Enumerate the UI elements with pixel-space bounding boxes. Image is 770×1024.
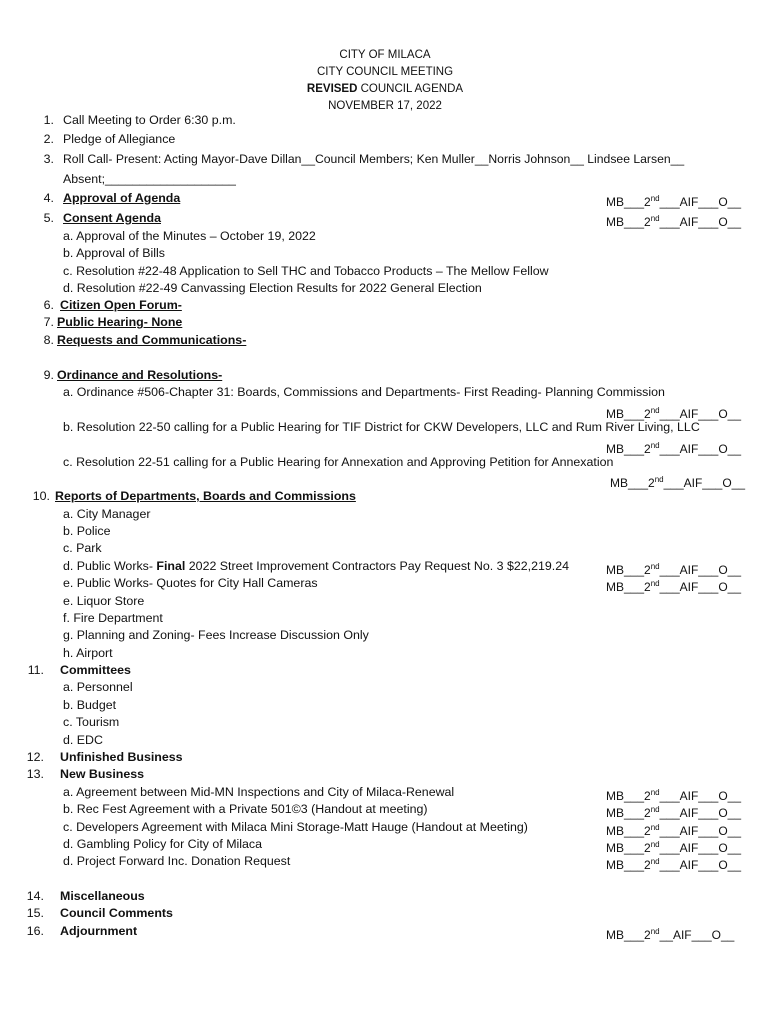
sub-item-text: b. Resolution 22-50 calling for a Public Hearing for TIF District for CKW Developers, LLC and Rum River Living, LLC xyxy=(63,420,700,434)
sub-item-text: d. Gambling Policy for City of Milaca xyxy=(63,837,263,851)
vote-mb: MB___2 xyxy=(610,476,655,490)
vote-sup: nd xyxy=(650,927,660,936)
vote-rest: ___AIF___O__ xyxy=(663,476,746,490)
item-text: Pledge of Allegiance xyxy=(63,132,176,146)
item-number: 10. xyxy=(32,489,50,503)
agenda-item-16 xyxy=(0,923,770,940)
agenda-item-3-absent xyxy=(0,171,770,188)
sub-item-text: e. Liquor Store xyxy=(63,594,145,608)
vote-mb: MB___2 xyxy=(606,215,651,229)
item-number: 6. xyxy=(43,298,54,312)
sub-item xyxy=(0,228,770,245)
agenda-title-rest: COUNCIL AGENDA xyxy=(357,83,464,95)
item-number: 4. xyxy=(43,191,54,205)
vote-sup: nd xyxy=(650,840,660,849)
item-text: Committees xyxy=(60,663,131,677)
sub-item-text: a. Personnel xyxy=(63,680,133,694)
sub-item-pre: d. Public Works- xyxy=(63,559,157,573)
sub-item-text: f. Fire Department xyxy=(63,611,163,625)
vote-sup: nd xyxy=(654,475,664,484)
meeting-date: NOVEMBER 17, 2022 xyxy=(328,100,442,112)
item-number: 16. xyxy=(26,924,44,938)
vote-sup: nd xyxy=(650,194,660,203)
item-text: Approval of Agenda xyxy=(63,191,181,205)
vote-mb: MB___2 xyxy=(606,858,651,872)
sub-item-text xyxy=(63,558,569,575)
item-number: 7. xyxy=(43,315,54,329)
vote-line xyxy=(606,923,734,944)
item-number: 1. xyxy=(43,113,54,127)
sub-item xyxy=(0,732,770,749)
agenda-item-13 xyxy=(0,766,770,783)
vote-sup: nd xyxy=(650,562,660,571)
vote-rest: ___AIF___O__ xyxy=(659,442,742,456)
meeting-title: CITY COUNCIL MEETING xyxy=(316,66,454,78)
agenda-item-1 xyxy=(0,112,770,129)
item-number: 5. xyxy=(43,211,54,225)
sub-item-text: d. Resolution #22-49 Canvassing Election Results for 2022 General Election xyxy=(63,281,482,295)
sub-item xyxy=(0,540,770,557)
item-text: Consent Agenda xyxy=(63,211,161,225)
agenda-title xyxy=(0,81,770,98)
agenda-item-5 xyxy=(0,210,770,227)
item-text: Adjournment xyxy=(60,924,138,938)
sub-item-text: h. Airport xyxy=(63,646,113,660)
vote-mb: MB___2 xyxy=(606,841,651,855)
sub-item-text: d. EDC xyxy=(63,733,103,747)
vote-rest: ___AIF___O__ xyxy=(659,806,742,820)
sub-item xyxy=(0,801,770,818)
item-text: Roll Call- Present: Acting Mayor-Dave Dillan__Council Members; Ken Muller__Norris Johnson__ Lindsee Larsen__ xyxy=(63,152,685,166)
agenda-item-9 xyxy=(0,367,770,384)
vote-mb: MB___2 xyxy=(606,928,651,942)
vote-mb: MB___2 xyxy=(606,824,651,838)
agenda-item-6 xyxy=(0,297,770,314)
item-text: New Business xyxy=(60,767,145,781)
agenda-item-12 xyxy=(0,749,770,766)
sub-item-text: e. Public Works- Quotes for City Hall Cameras xyxy=(63,576,318,590)
agenda-item-4 xyxy=(0,190,770,207)
item-text: Miscellaneous xyxy=(60,889,145,903)
vote-sup: nd xyxy=(650,214,660,223)
item-text: Council Comments xyxy=(60,906,173,920)
item-text: Public Hearing- None xyxy=(57,315,183,329)
sub-item xyxy=(0,784,770,801)
sub-item xyxy=(0,280,770,297)
vote-rest: ___AIF___O__ xyxy=(659,407,742,421)
sub-item-post: 2022 Street Improvement Contractors Pay Request No. 3 $22,219.24 xyxy=(185,559,569,573)
vote-sup: nd xyxy=(650,857,660,866)
item-number: 14. xyxy=(26,889,44,903)
sub-item xyxy=(0,575,770,592)
sub-item-text: a. Agreement between Mid-MN Inspections and City of Milaca-Renewal xyxy=(63,785,455,799)
vote-rest: ___AIF___O__ xyxy=(659,858,742,872)
absent-line: Absent;___________________ xyxy=(63,172,236,186)
vote-sup: nd xyxy=(650,805,660,814)
item-text: Requests and Communications- xyxy=(57,333,247,347)
item-number: 15. xyxy=(26,906,44,920)
agenda-item-2 xyxy=(0,131,770,148)
sub-item xyxy=(0,593,770,610)
agenda-item-7 xyxy=(0,314,770,331)
agenda-item-3 xyxy=(0,151,770,168)
agenda-item-15 xyxy=(0,905,770,922)
vote-sup: nd xyxy=(650,579,660,588)
item-text: Reports of Departments, Boards and Commissions xyxy=(55,489,356,503)
sub-item-text: a. Approval of the Minutes – October 19, 2022 xyxy=(63,229,316,243)
agenda-item-10 xyxy=(0,488,770,505)
sub-item-text: c. Tourism xyxy=(63,715,120,729)
sub-item xyxy=(0,714,770,731)
sub-item xyxy=(0,697,770,714)
sub-item xyxy=(0,263,770,280)
sub-item-text: b. Police xyxy=(63,524,111,538)
agenda-item-8 xyxy=(0,332,770,349)
vote-rest: ___AIF___O__ xyxy=(659,841,742,855)
item-text: Ordinance and Resolutions- xyxy=(57,368,223,382)
item-text: Citizen Open Forum- xyxy=(60,298,182,312)
sub-item xyxy=(0,627,770,644)
vote-row xyxy=(0,402,770,419)
vote-mb: MB___2 xyxy=(606,442,651,456)
vote-rest: __AIF___O__ xyxy=(659,928,735,942)
sub-item xyxy=(0,645,770,662)
vote-line xyxy=(606,853,741,874)
vote-sup: nd xyxy=(650,441,660,450)
sub-item-text: c. Resolution 22-51 calling for a Public Hearing for Annexation and Approving Petition for Annexation xyxy=(63,455,614,469)
item-number: 12. xyxy=(26,750,44,764)
vote-row xyxy=(0,437,770,454)
vote-sup: nd xyxy=(650,406,660,415)
sub-item xyxy=(0,836,770,853)
item-number: 3. xyxy=(43,152,54,166)
vote-rest: ___AIF___O__ xyxy=(659,215,742,229)
sub-item xyxy=(0,506,770,523)
sub-item xyxy=(0,679,770,696)
sub-item xyxy=(0,454,770,471)
vote-mb: MB___2 xyxy=(606,195,651,209)
vote-sup: nd xyxy=(650,788,660,797)
sub-item-text: c. Developers Agreement with Milaca Mini Storage-Matt Hauge (Handout at Meeting) xyxy=(63,820,528,834)
sub-item-text: b. Budget xyxy=(63,698,117,712)
item-number: 8. xyxy=(43,333,54,347)
agenda-item-11 xyxy=(0,662,770,679)
revised-label: REVISED xyxy=(306,83,358,95)
sub-item xyxy=(0,819,770,836)
vote-mb: MB___2 xyxy=(606,789,651,803)
sub-item xyxy=(0,245,770,262)
sub-item-text: d. Project Forward Inc. Donation Request xyxy=(63,854,291,868)
item-text: Call Meeting to Order 6:30 p.m. xyxy=(63,113,236,127)
final-label: Final xyxy=(156,559,186,573)
agenda-item-14 xyxy=(0,888,770,905)
sub-item xyxy=(0,558,770,575)
item-number: 11. xyxy=(27,663,44,677)
sub-item-text: g. Planning and Zoning- Fees Increase Discussion Only xyxy=(63,628,369,642)
item-number: 9. xyxy=(43,368,54,382)
sub-item xyxy=(0,384,770,401)
sub-item xyxy=(0,853,770,870)
vote-rest: ___AIF___O__ xyxy=(659,580,742,594)
sub-item-text: b. Rec Fest Agreement with a Private 501©3 (Handout at meeting) xyxy=(63,802,428,816)
vote-row xyxy=(0,471,770,488)
vote-rest: ___AIF___O__ xyxy=(659,195,742,209)
sub-item-text: c. Resolution #22-48 Application to Sell THC and Tobacco Products – The Mellow Fellow xyxy=(63,264,549,278)
sub-item-text: a. City Manager xyxy=(63,507,151,521)
city-name: CITY OF MILACA xyxy=(339,49,431,61)
item-text: Unfinished Business xyxy=(60,750,183,764)
vote-sup: nd xyxy=(650,823,660,832)
vote-mb: MB___2 xyxy=(606,580,651,594)
vote-rest: ___AIF___O__ xyxy=(659,563,742,577)
vote-mb: MB___2 xyxy=(606,806,651,820)
sub-item xyxy=(0,610,770,627)
sub-item-text: a. Ordinance #506-Chapter 31: Boards, Commissions and Departments- First Reading- Planning Commission xyxy=(63,385,665,399)
vote-rest: ___AIF___O__ xyxy=(659,789,742,803)
sub-item-text: b. Approval of Bills xyxy=(63,246,165,260)
sub-item xyxy=(0,419,770,436)
vote-mb: MB___2 xyxy=(606,563,651,577)
vote-mb: MB___2 xyxy=(606,407,651,421)
sub-item xyxy=(0,523,770,540)
vote-line xyxy=(606,190,741,211)
vote-rest: ___AIF___O__ xyxy=(659,824,742,838)
item-number: 13. xyxy=(26,767,44,781)
sub-item-text: c. Park xyxy=(63,541,102,555)
item-number: 2. xyxy=(43,132,54,146)
